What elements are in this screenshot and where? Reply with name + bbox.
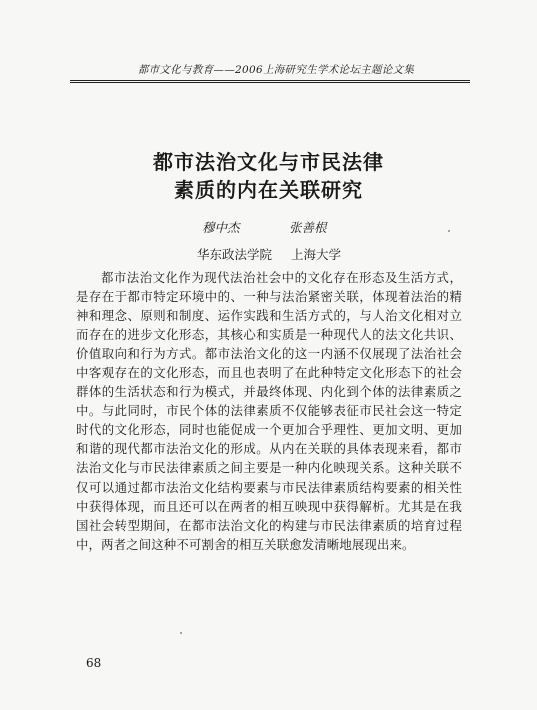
header-rule: [70, 80, 470, 83]
title-line-2: 素质的内在关联研究: [174, 178, 363, 202]
scan-speck: [180, 632, 182, 634]
running-header: 都市文化与教育——2006上海研究生学术论坛主题论文集: [137, 64, 415, 76]
article-title: [0, 148, 537, 204]
author-name: 穆中杰: [202, 220, 240, 235]
scan-speck: [448, 230, 450, 232]
body-paragraph: 都市法治文化作为现代法治社会中的文化存在形态及生活方式，是存在于都市特定环境中的、一种与法治紧密关联，体现着法治的精神和理念、原则和制度、运作实践和生活方式的，与人治文化相对立而存在的进步文化形态，其核心和实质是一种现代人的法文化共识、价值取向和行为方式。都市法治文化的这一内涵不仅展现了法治社会中客观存在的文化形态，而且也表明了在此种特定文化形态下的社会群体的生活状态和行为模式，并最终体现、内化到个体的法律素质之中。与此同时，市民个体的法律素质不仅能够表征市民社会这一特定时代的文化形态，同时也能促成一个更加合乎理性、更加文明、更加和谐的现代都市法治文化的形成。从内在关联的具体表现来看，都市法治文化与市民法律素质之间主要是一种内化映现关系。这种关联不仅可以通过都市法治文化结构要素与市民法律素质结构要素的相关性中获得体现，而且还可以在两者的相互映现中获得解析。尤其是在我国社会转型期间，在都市法治文化的构建与市民法律素质的培育过程中，两者之间这种不可割舍的相互关联愈发清晰地展现出来。: [76, 270, 462, 552]
title-line-1: 都市法治文化与市民法律: [153, 150, 384, 174]
affiliation: 上海大学: [291, 247, 342, 262]
author-name: 张善根: [289, 220, 327, 235]
affiliation: 华东政法学院: [197, 247, 273, 262]
page-number: 68: [86, 656, 102, 670]
